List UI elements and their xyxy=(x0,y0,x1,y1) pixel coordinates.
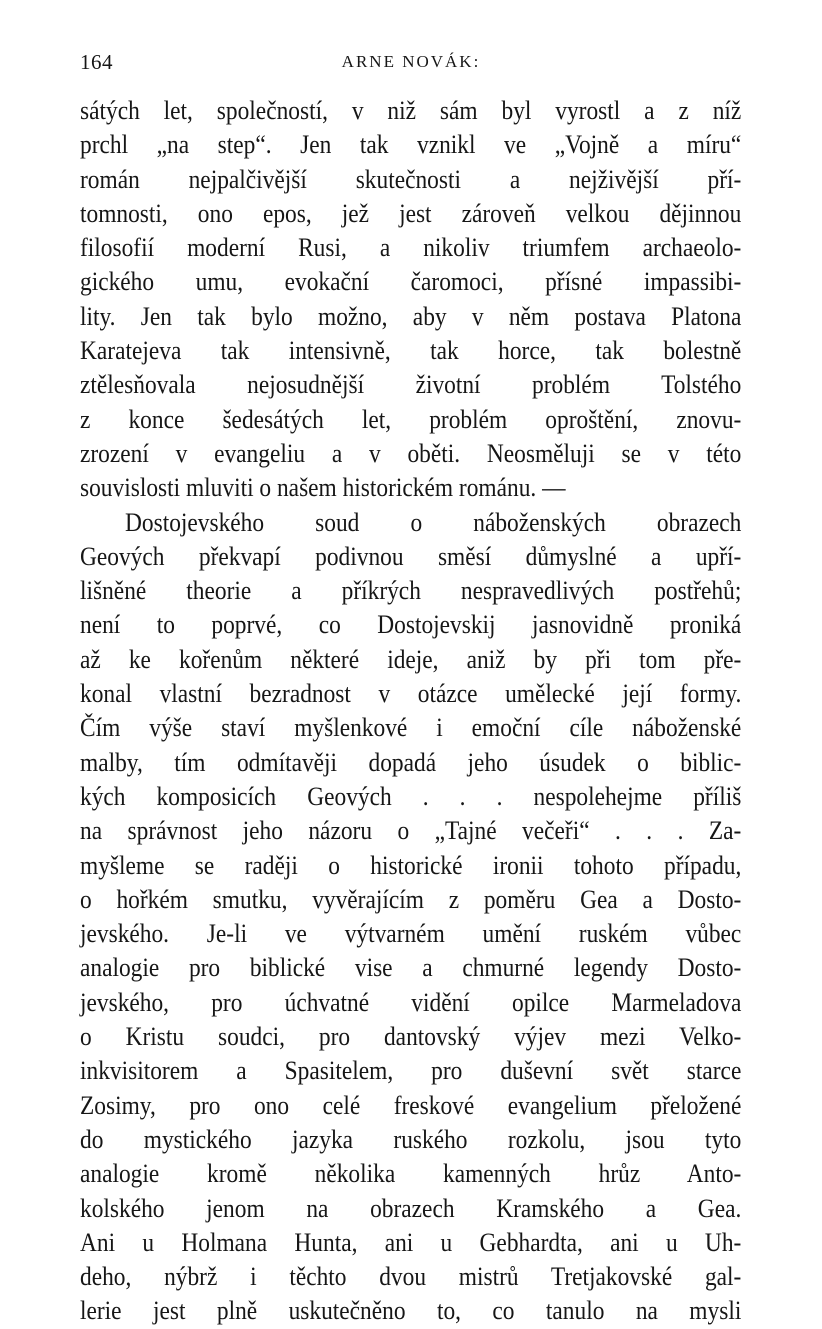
text-line: myšleme se raději o historické ironii tohoto případu, xyxy=(80,850,742,880)
text-line: lišněné theorie a příkrých nespravedlivých postřehů; xyxy=(80,576,742,606)
text-line: o hořkém smutku, vyvěrajícím z poměru Gea a Dosto- xyxy=(80,884,742,914)
text-line: ztělesňovala nejosudnější životní problém Tolstého xyxy=(80,370,742,400)
text-line: zrození v evangeliu a v oběti. Neosměluji se v této xyxy=(80,438,742,468)
text-line: sátých let, společností, v niž sám byl vyrostl a z níž xyxy=(80,96,742,125)
text-line: Dostojevského soud o náboženských obrazech xyxy=(125,507,742,537)
text-line: kých komposicích Geových . . . nespolehejme příliš xyxy=(80,781,742,811)
text-line: kolského jenom na obrazech Kramského a Gea. xyxy=(80,1193,742,1223)
text-line: Geových překvapí podivnou směsí důmyslné a upří- xyxy=(80,541,742,571)
text-line: až ke kořenům některé ideje, aniž by při tom pře- xyxy=(80,644,742,674)
text-line: konal vlastní bezradnost v otázce umělecké její formy. xyxy=(80,679,742,709)
text-line: jevského, pro úchvatné vidění opilce Marmeladova xyxy=(80,987,742,1017)
text-line: z konce šedesátých let, problém oproštění, znovu- xyxy=(80,404,742,434)
text-line: malby, tím odmítavěji dopadá jeho úsudek o biblic- xyxy=(80,747,742,777)
text-line: tomnosti, ono epos, jež jest zároveň velkou dějinnou xyxy=(80,198,742,228)
text-line: prchl „na step“. Jen tak vznikl ve „Vojně a míru“ xyxy=(80,130,742,160)
text-line: Čím výše staví myšlenkové i emoční cíle náboženské xyxy=(80,713,742,743)
body-text xyxy=(80,94,742,1329)
text-line: lity. Jen tak bylo možno, aby v něm postava Platona xyxy=(80,301,742,331)
text-line: jevského. Je-li ve výtvarném umění ruském vůbec xyxy=(80,919,742,949)
page-header xyxy=(80,50,742,80)
text-line: na správnost jeho názoru o „Tajné večeři“ . . . Za- xyxy=(80,816,742,846)
page-number: 164 xyxy=(80,50,113,74)
text-line: román nejpalčivější skutečnosti a nejživější pří- xyxy=(80,164,742,194)
text-line: do mystického jazyka ruského rozkolu, jsou tyto xyxy=(80,1124,742,1154)
running-head: ARNE NOVÁK: xyxy=(341,52,481,71)
text-line: deho, nýbrž i těchto dvou mistrů Tretjakovské gal- xyxy=(80,1262,742,1292)
text-line: analogie kromě několika kamenných hrůz Anto- xyxy=(80,1159,742,1189)
text-line: o Kristu soudci, pro dantovský výjev mezi Velko- xyxy=(80,1022,742,1052)
text-line: gického umu, evokační čaromoci, přísné impassibi- xyxy=(80,267,742,297)
text-line: analogie pro biblické vise a chmurné legendy Dosto- xyxy=(80,953,742,983)
text-line: filosofií moderní Rusi, a nikoliv triumfem archaeolo- xyxy=(80,233,742,263)
text-line: Karatejeva tak intensivně, tak horce, tak bolestně xyxy=(80,336,742,366)
text-line: inkvisitorem a Spasitelem, pro duševní svět starce xyxy=(80,1056,742,1086)
text-line: není to poprvé, co Dostojevskij jasnovidně proniká xyxy=(80,610,742,640)
text-line: Zosimy, pro ono celé freskové evangelium přeložené xyxy=(80,1090,742,1120)
text-line: souvislosti mluviti o našem historickém románu. — xyxy=(80,473,566,503)
text-line: Ani u Holmana Hunta, ani u Gebhardta, ani u Uh- xyxy=(80,1227,742,1257)
text-line: lerie jest plně uskutečněno to, co tanulo na mysli xyxy=(80,1296,742,1326)
